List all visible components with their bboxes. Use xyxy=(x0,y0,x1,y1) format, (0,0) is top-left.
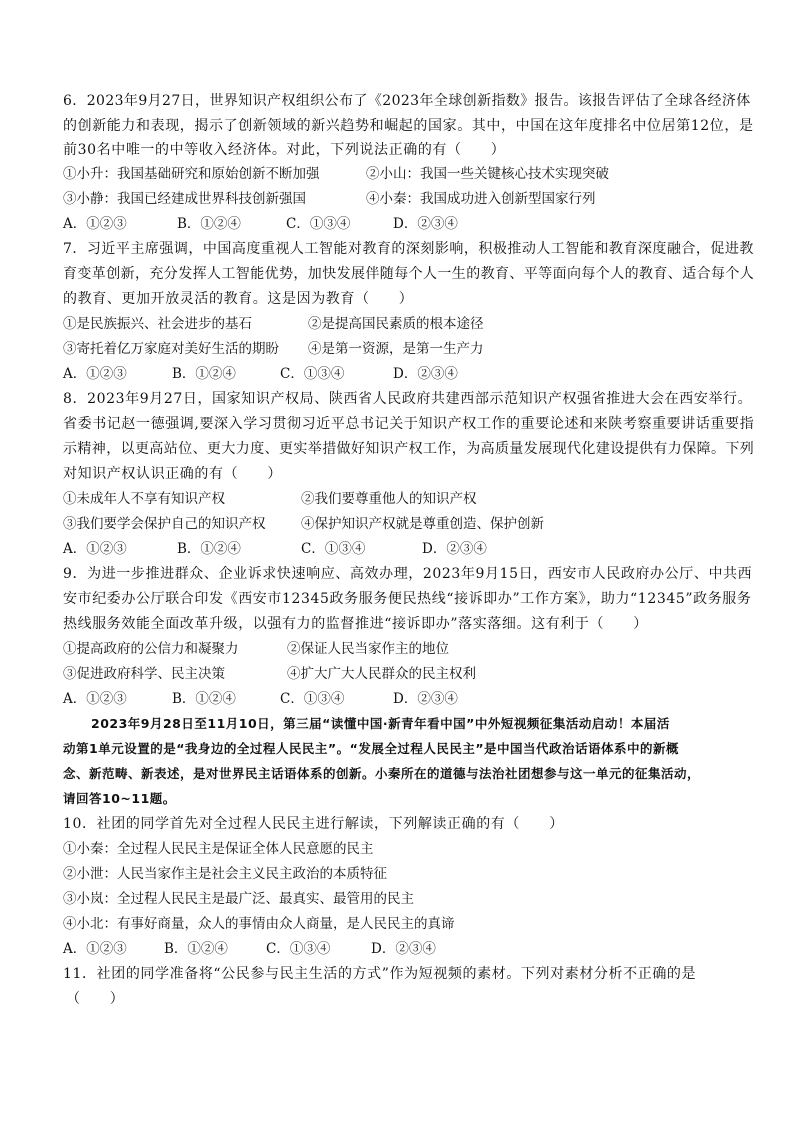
q10-answer-c: C．①③④ xyxy=(266,941,331,957)
q7-option-4: ④是第一资源，是第一生产力 xyxy=(308,341,484,357)
q6-answer-a: A．①②③ xyxy=(63,216,127,232)
q10-answer-b: B．①②④ xyxy=(164,941,228,957)
q11-stem-line-1: 11．社团的同学准备将“公民参与民主生活的方式”作为短视频的素材。下列对素材分析不正确的是 xyxy=(63,966,697,982)
q8-option-1: ①未成年人不享有知识产权 xyxy=(63,491,225,507)
q9-option-4: ④扩大广大人民群众的民主权利 xyxy=(287,666,476,682)
q9-stem-line-1: 9．为进一步推进群众、企业诉求快速响应、高效办理，2023年9月15日，西安市人民政府办公厅、中共西 xyxy=(63,566,753,582)
q7-answer-a: A．①②③ xyxy=(63,366,127,382)
q10-stem: 10．社团的同学首先对全过程人民民主进行解读，下列解读正确的有（ ） xyxy=(63,816,564,832)
q6-option-1: ①小升：我国基础研究和原始创新不断加强 xyxy=(63,166,320,182)
q7-stem-line-3: 的教育、更加开放灵活的教育。这是因为教育（ ） xyxy=(63,291,414,307)
q9-option-2: ②保证人民当家作主的地位 xyxy=(287,641,449,657)
material-line-2: 动第1单元设置的是“我身边的全过程人民民主”。“发展全过程人民民主”是中国当代政治话语体系中的新概 xyxy=(63,741,680,756)
q8-answer-a: A．①②③ xyxy=(63,541,127,557)
q9-stem-line-2: 安市纪委办公厅联合印发《西安市12345政务服务便民热线“接诉即办”工作方案》，助力“12345”政务服务 xyxy=(63,591,752,607)
q8-answer-c: C．①③④ xyxy=(301,541,366,557)
q8-stem-line-1: 8．2023年9月27日，国家知识产权局、陕西省人民政府共建西部示范知识产权强省推进大会在西安举行。 xyxy=(63,391,753,407)
q8-answer-d: D．②③④ xyxy=(422,541,487,557)
q8-option-4: ④保护知识产权就是尊重创造、保护创新 xyxy=(301,516,544,532)
q8-stem-line-4: 对知识产权认识正确的有（ ） xyxy=(63,466,282,482)
q7-stem-line-1: 7．习近平主席强调，中国高度重视人工智能对教育的深刻影响，积极推动人工智能和教育深度融合，促进教 xyxy=(63,241,754,257)
q7-option-2: ②是提高国民素质的根本途径 xyxy=(308,316,484,332)
q7-option-3: ③寄托着亿万家庭对美好生活的期盼 xyxy=(63,341,279,357)
q8-stem-line-2: 省委书记赵一德强调,要深入学习贯彻习近平总书记关于知识产权工作的重要论述和来陕考察重要讲话重要指 xyxy=(63,416,755,432)
q7-stem-line-2: 育变革创新，充分发挥人工智能优势，加快发展伴随每个人一生的教育、平等面向每个人的教育、适合每个人 xyxy=(63,266,755,282)
material-line-3: 念、新范畴、新表述，是对世界民主话语体系的创新。小秦所在的道德与法治社团想参与这一单元的征集活动， xyxy=(63,766,701,781)
q6-option-4: ④小秦：我国成功进入创新型国家行列 xyxy=(366,191,596,207)
q10-answer-d: D．②③④ xyxy=(371,941,436,957)
q7-answer-c: C．①③④ xyxy=(280,366,345,382)
q8-option-2: ②我们要尊重他人的知识产权 xyxy=(301,491,477,507)
q6-option-2: ②小山：我国一些关键核心技术实现突破 xyxy=(366,166,609,182)
q7-answer-b: B．①②④ xyxy=(172,366,236,382)
q10-option-2: ②小泄：人民当家作主是社会主义民主政治的本质特征 xyxy=(63,866,387,882)
q8-option-3: ③我们要学会保护自己的知识产权 xyxy=(63,516,266,532)
q10-option-1: ①小秦：全过程人民民主是保证全体人民意愿的民主 xyxy=(63,841,374,857)
q11-stem-line-2: （ ） xyxy=(66,991,125,1007)
q6-answer-b: B．①②④ xyxy=(177,216,241,232)
q6-stem-line-1: 6．2023年9月27日，世界知识产权组织公布了《2023年全球创新指数》报告。该报告评估了全球各经济体 xyxy=(63,93,751,109)
q9-option-1: ①提高政府的公信力和凝聚力 xyxy=(63,641,239,657)
q9-stem-line-3: 热线服务效能全面改革升级，以强有力的监督推进“接诉即办”落实落细。这有利于（ ） xyxy=(63,616,648,632)
q9-answer-d: D．②③④ xyxy=(393,691,458,707)
q6-answer-c: C．①③④ xyxy=(286,216,351,232)
q10-option-3: ③小岚：全过程人民民主是最广泛、最真实、最管用的民主 xyxy=(63,891,414,907)
q6-option-3: ③小静：我国已经建成世界科技创新强国 xyxy=(63,191,306,207)
q6-stem-line-2: 的创新能力和表现，揭示了创新领域的新兴趋势和崛起的国家。其中，中国在这年度排名中位居第12位，是 xyxy=(63,118,754,134)
material-line-1: 2023年9月28日至11月10日，第三届“读懂中国·新青年看中国”中外短视频征集活动启动！本届活 xyxy=(91,716,670,731)
q6-answer-d: D．②③④ xyxy=(393,216,458,232)
q10-answer-a: A．①②③ xyxy=(63,941,127,957)
q9-answer-c: C．①③④ xyxy=(280,691,345,707)
q7-answer-d: D．②③④ xyxy=(393,366,458,382)
q8-answer-b: B．①②④ xyxy=(177,541,241,557)
q8-stem-line-3: 示精神，以更高站位、更大力度、更实举措做好知识产权工作，为高质量发展现代化建设提供有力保障。下列 xyxy=(63,441,755,457)
material-line-4: 请回答10~11题。 xyxy=(63,791,176,806)
q7-option-1: ①是民族振兴、社会进步的基石 xyxy=(63,316,252,332)
q9-option-3: ③促进政府科学、民主决策 xyxy=(63,666,225,682)
q6-stem-line-3: 前30名中唯一的中等收入经济体。对此，下列说法正确的有（ ） xyxy=(63,142,506,158)
q9-answer-b: B．①②④ xyxy=(172,691,236,707)
q10-option-4: ④小北：有事好商量，众人的事情由众人商量，是人民民主的真谛 xyxy=(63,916,455,932)
q9-answer-a: A．①②③ xyxy=(63,691,127,707)
